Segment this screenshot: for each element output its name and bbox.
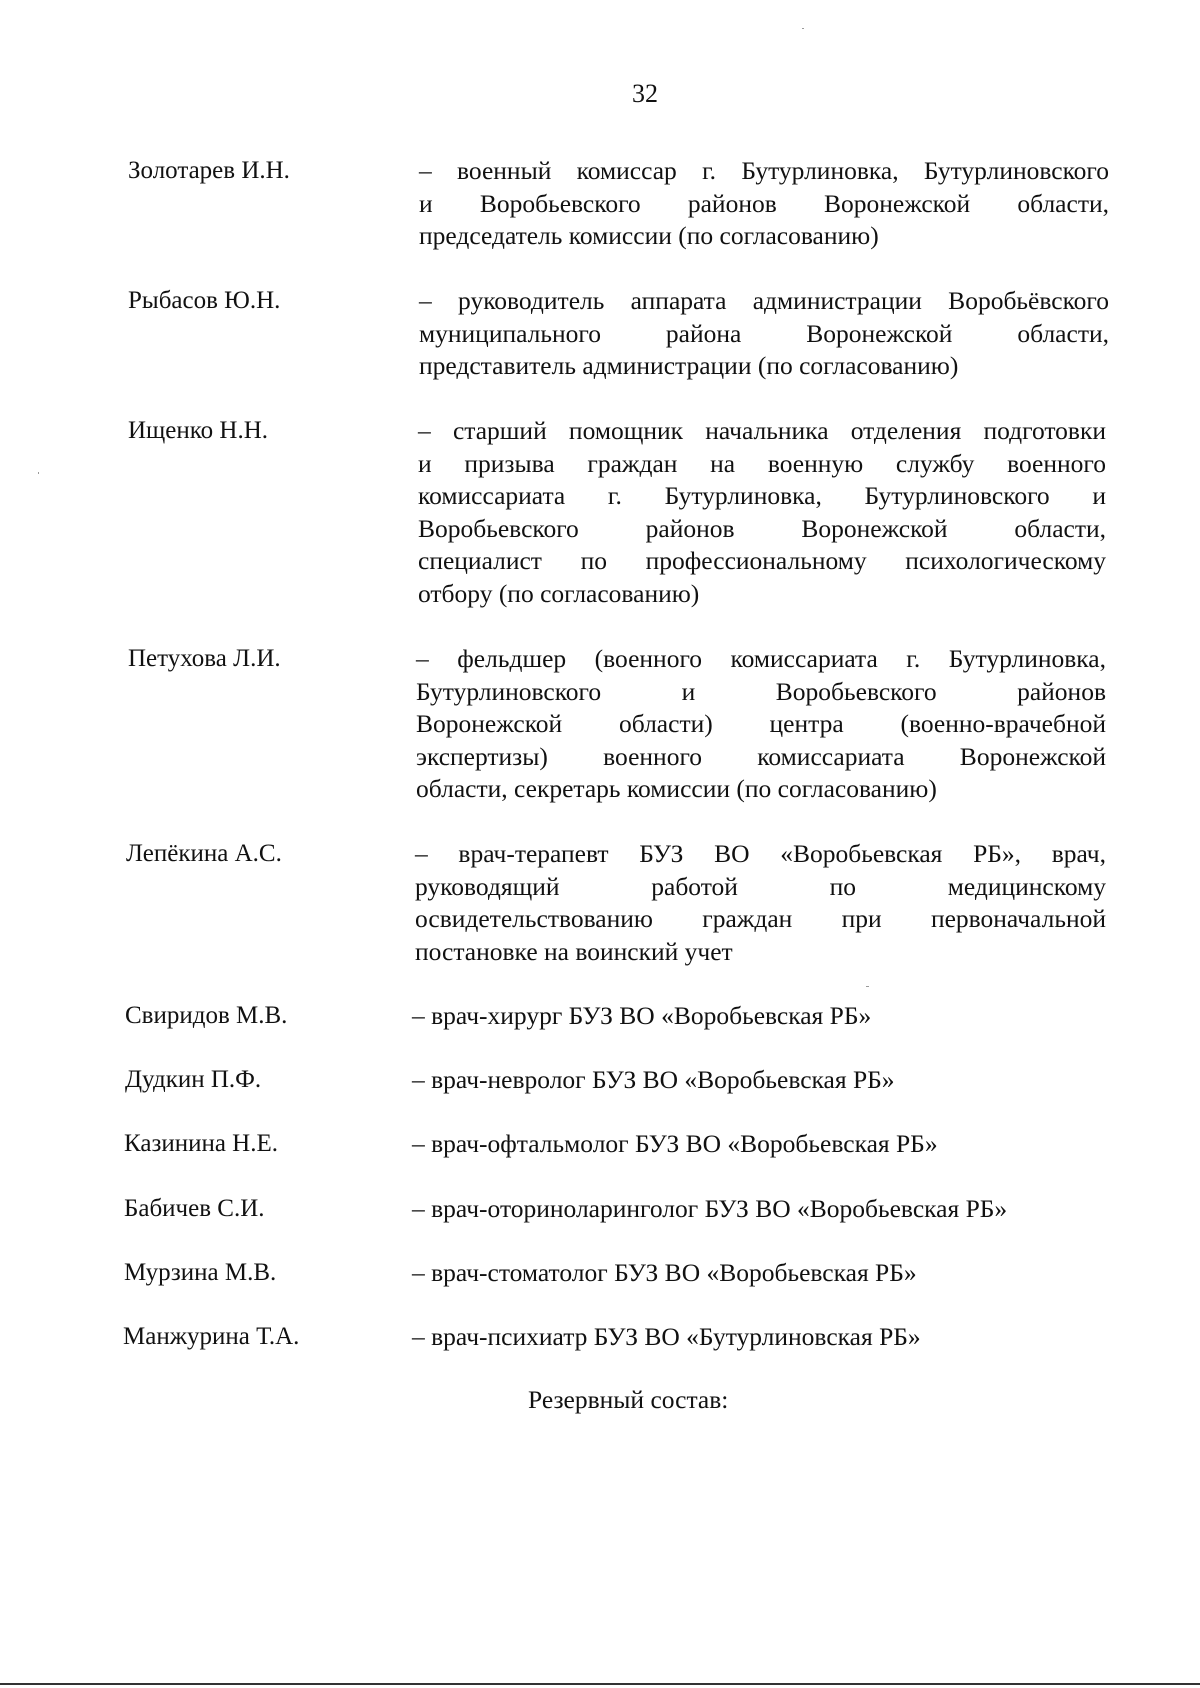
role-text-line: Воронежской области) центра (военно-врачебной bbox=[416, 709, 1106, 738]
scan-speck bbox=[802, 28, 804, 29]
role-text-line: представитель администрации (по согласованию) bbox=[419, 351, 959, 380]
role-text-line: области, секретарь комиссии (по согласованию) bbox=[416, 774, 937, 803]
role-text-line: постановке на воинский учет bbox=[415, 936, 733, 966]
member-role-description bbox=[419, 155, 1109, 253]
member-role-description bbox=[412, 1321, 1112, 1354]
scan-speck bbox=[866, 986, 869, 987]
member-role-description bbox=[412, 1193, 1112, 1226]
member-name: Манжурина Т.А. bbox=[123, 1323, 300, 1350]
role-text-line: – фельдшер (военного комиссариата г. Бутурлиновка, bbox=[416, 644, 1106, 673]
member-name: Дудкин П.Ф. bbox=[125, 1066, 262, 1093]
role-text-line: – врач-терапевт БУЗ ВО «Воробьевская РБ», врач, bbox=[415, 839, 1106, 868]
role-text-line: – врач-оториноларинголог БУЗ ВО «Воробьевская РБ» bbox=[412, 1194, 1008, 1223]
member-role-description bbox=[418, 415, 1106, 610]
member-name: Золотарев И.Н. bbox=[128, 157, 290, 184]
member-role-description bbox=[412, 1064, 1112, 1097]
role-text-line: Воробьевского районов Воронежской области, bbox=[418, 513, 1106, 543]
member-role-description bbox=[419, 285, 1109, 383]
role-text-line: – врач-офтальмолог БУЗ ВО «Воробьевская РБ» bbox=[412, 1129, 938, 1158]
role-text-line: – военный комиссар г. Бутурлиновка, Бутурлиновского bbox=[419, 156, 1109, 185]
member-name: Бабичев С.И. bbox=[124, 1195, 265, 1222]
member-role-description bbox=[412, 1257, 1112, 1290]
role-text-line: – врач-хирург БУЗ ВО «Воробьевская РБ» bbox=[412, 1001, 872, 1030]
role-text-line: отбору (по согласованию) bbox=[418, 578, 700, 608]
role-text-line: руководящий работой по медицинскому bbox=[415, 871, 1106, 901]
role-text-line: специалист по профессиональному психологическому bbox=[418, 546, 1106, 575]
member-name: Рыбасов Ю.Н. bbox=[128, 287, 281, 314]
member-name: Петухова Л.И. bbox=[128, 645, 281, 672]
role-text-line: – старший помощник начальника отделения подготовки bbox=[418, 416, 1106, 445]
role-text-line: и Воробьевского районов Воронежской области, bbox=[419, 188, 1109, 218]
member-name: Казинина Н.Е. bbox=[124, 1130, 279, 1157]
member-name: Мурзина М.В. bbox=[124, 1259, 277, 1286]
role-text-line: – руководитель аппарата администрации Воробьёвского bbox=[419, 286, 1109, 315]
role-text-line: экспертизы) военного комиссариата Воронежской bbox=[416, 741, 1106, 771]
role-text-line: Бутурлиновского и Воробьевского районов bbox=[416, 676, 1106, 706]
member-name: Ищенко Н.Н. bbox=[128, 417, 269, 444]
member-role-description bbox=[412, 1128, 1112, 1161]
role-text-line: муниципального района Воронежской области, bbox=[419, 318, 1109, 348]
page-bottom-edge bbox=[0, 1683, 1200, 1685]
member-name: Свиридов М.В. bbox=[125, 1002, 288, 1029]
role-text-line: – врач-стоматолог БУЗ ВО «Воробьевская РБ» bbox=[412, 1258, 917, 1287]
role-text-line: председатель комиссии (по согласованию) bbox=[419, 221, 879, 250]
role-text-line: освидетельствованию граждан при первоначальной bbox=[415, 904, 1106, 933]
page-number: 32 bbox=[632, 79, 658, 108]
member-role-description bbox=[412, 1000, 1112, 1033]
reserve-composition-heading: Резервный состав: bbox=[528, 1385, 729, 1414]
role-text-line: комиссариата г. Бутурлиновка, Бутурлиновского и bbox=[418, 481, 1106, 510]
role-text-line: – врач-невролог БУЗ ВО «Воробьевская РБ» bbox=[412, 1065, 895, 1094]
role-text-line: и призыва граждан на военную службу военного bbox=[418, 448, 1106, 478]
scan-speck bbox=[38, 472, 39, 474]
member-role-description bbox=[416, 643, 1106, 806]
role-text-line: – врач-психиатр БУЗ ВО «Бутурлиновская РБ» bbox=[412, 1322, 921, 1351]
member-name: Лепёкина А.С. bbox=[126, 840, 282, 867]
member-role-description bbox=[415, 838, 1106, 968]
